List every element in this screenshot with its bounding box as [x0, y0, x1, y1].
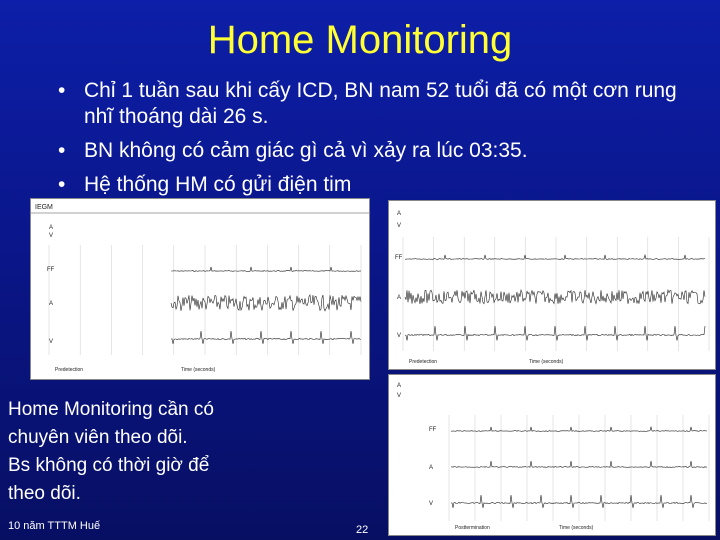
row-label: A: [397, 211, 402, 217]
row-label: V: [429, 501, 434, 507]
row-label: FF: [395, 255, 403, 261]
bullet-item: • Chỉ 1 tuần sau khi cấy ICD, BN nam 52 tuổi đã có một cơn rung nhĩ thoáng dài 26 s.: [58, 78, 698, 130]
time-axis-label: Time (seconds): [529, 359, 564, 365]
iegm-strip-right-top: [388, 200, 716, 370]
caption: [8, 396, 298, 508]
row-label: A: [397, 383, 402, 389]
time-axis-label: Time (seconds): [181, 367, 216, 373]
caption-line: Home Monitoring cần có: [8, 399, 214, 420]
row-label: FF: [47, 267, 55, 273]
slide-title: Home Monitoring: [207, 18, 513, 62]
iegm-strip-right-bottom: [388, 374, 716, 536]
caption-line: chuyên viên theo dõi.: [8, 427, 188, 448]
row-label: V: [397, 223, 402, 229]
ecg-trace-a: [405, 290, 705, 304]
slide-number: 22: [356, 524, 369, 536]
strip-header: IEGM: [35, 204, 53, 211]
ecg-trace-a: [171, 295, 361, 311]
caption-line: theo dõi.: [8, 483, 81, 504]
time-axis-label: Time (seconds): [559, 525, 594, 531]
row-label: V: [49, 233, 54, 239]
bullet-list: [58, 78, 698, 206]
row-label: V: [397, 333, 402, 339]
detection-label: Predetection: [409, 359, 438, 365]
caption-line: Bs không có thời giờ để: [8, 455, 210, 476]
row-label: A: [49, 301, 54, 307]
row-label: V: [49, 339, 54, 345]
detection-label: Posttermination: [455, 525, 490, 531]
bullet-item: • BN không có cảm giác gì cả vì xảy ra lúc 03:35.: [58, 138, 698, 164]
bullet-item: • Hệ thống HM có gửi điện tim: [58, 172, 698, 198]
ecg-trace-v: [171, 331, 361, 344]
footer-text: 10 năm TTTM Huế: [8, 520, 101, 532]
row-label: V: [397, 393, 402, 399]
ecg-trace-v: [405, 326, 705, 340]
detection-label: Predetection: [55, 367, 84, 373]
iegm-strip-left: [30, 198, 370, 380]
row-label: A: [397, 295, 402, 301]
row-label: FF: [429, 427, 437, 433]
row-label: A: [429, 465, 434, 471]
ecg-trace-ff: [171, 267, 361, 271]
ecg-trace-ff: [405, 255, 705, 259]
row-label: A: [49, 225, 54, 231]
